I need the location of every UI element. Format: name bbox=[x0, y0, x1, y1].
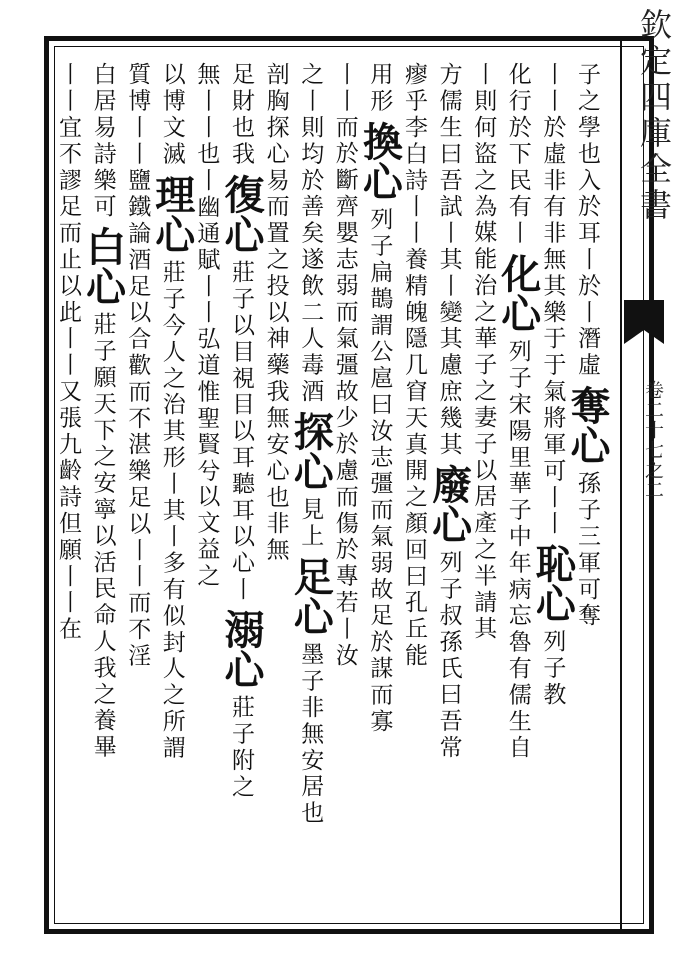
entry-headword: 換心 bbox=[356, 120, 404, 201]
column-text: 莊子今人之治其形丨其丨多有似封人之所謂 bbox=[158, 259, 185, 762]
entry-headword: 理心 bbox=[148, 173, 196, 254]
column-text: 見上 bbox=[297, 497, 324, 551]
entry-headword: 復心 bbox=[218, 173, 265, 254]
column-text: 鹽鐵論酒足以合歡而不湛樂足以丨丨而不淫 bbox=[124, 167, 151, 670]
column-text: 孫子三軍可奪 bbox=[574, 470, 600, 630]
column-text: 之丨則均於善矣遂飲二人毒酒 bbox=[297, 62, 324, 406]
column-text: 莊子附之 bbox=[228, 694, 254, 801]
entry-headword: 白心 bbox=[79, 226, 127, 307]
entry-headword: 化心 bbox=[494, 252, 542, 333]
column-text: 墨子非無安居也 bbox=[297, 642, 324, 827]
running-title-text: 欽定四庫全書 bbox=[635, 8, 673, 224]
entry-headword: 溺心 bbox=[218, 608, 265, 689]
column-text: 剖胸探心易而置之投以神藥 bbox=[262, 62, 289, 379]
column-text: 丨丨於虛非有非無其樂于于 bbox=[539, 62, 566, 379]
entry-headword: 恥心 bbox=[529, 543, 577, 624]
fishtail-mark-icon bbox=[624, 300, 664, 344]
column-text: 莊子以目視目以耳聽耳以心丨 bbox=[228, 259, 254, 603]
column-text: 以文益之 bbox=[193, 484, 220, 591]
chapter-label: 卷二十七之二 bbox=[642, 380, 664, 500]
column-text: 開之顏回曰孔丘能 bbox=[401, 458, 427, 670]
column-text: 我無安心也非無 bbox=[262, 378, 289, 564]
column-text: 子之學也入於耳丨於丨潛虛 bbox=[574, 62, 600, 379]
column-text: 媒能治之華子之妻子以居產之半請其 bbox=[470, 220, 497, 643]
column-text: 氣將軍可丨丨 bbox=[539, 378, 566, 538]
column-text: 無丨丨也 bbox=[193, 62, 220, 168]
column-text: 質博丨丨 bbox=[124, 62, 151, 168]
entry-headword: 廢心 bbox=[425, 464, 473, 544]
column-text: 足而止以此丨丨又張九齡詩但願丨丨在 bbox=[55, 194, 81, 643]
column-text: 列子教 bbox=[539, 629, 566, 709]
entry-headword: 足心 bbox=[287, 556, 335, 637]
margin-rule bbox=[620, 40, 622, 932]
column-text: 列子扁鵲謂公扈曰汝志彊而氣弱故足於謀而寡 bbox=[366, 206, 393, 735]
entry-headword: 奪心 bbox=[564, 384, 611, 465]
column-text: 用形 bbox=[366, 62, 393, 115]
column-text: 以博文滅 bbox=[158, 62, 185, 168]
text-column bbox=[47, 62, 89, 922]
column-text: 白居易詩樂可 bbox=[89, 62, 116, 221]
column-text: 列子宋陽里華子中年病忘魯有儒生自 bbox=[504, 338, 531, 762]
column-text: 丨幽通賦丨丨弘道惟聖賢兮 bbox=[193, 167, 220, 485]
column-text: 方儒生曰吾試丨其丨變其慮庶幾其 bbox=[435, 62, 462, 458]
column-text: 列子叔孫氏曰吾常 bbox=[435, 550, 462, 762]
column-text: 丨丨宜不謬 bbox=[55, 62, 81, 194]
running-title bbox=[624, 8, 680, 308]
column-text: 於斷齊嬰志弱而氣彊故少於慮而傷於專若丨汝 bbox=[331, 141, 358, 670]
column-text: 足財也我 bbox=[228, 62, 254, 168]
column-text: 化行於下民有丨 bbox=[504, 62, 531, 247]
column-text: 丨丨而 bbox=[331, 62, 358, 142]
column-text: 莊子願天下之安寧以活民命人我之養畢 bbox=[89, 312, 116, 762]
column-text: 瘳乎李白詩丨丨養精魄隱几窅天真 bbox=[401, 62, 427, 458]
column-text: 丨則何盜之為 bbox=[470, 62, 497, 221]
entry-headword: 探心 bbox=[287, 411, 335, 492]
